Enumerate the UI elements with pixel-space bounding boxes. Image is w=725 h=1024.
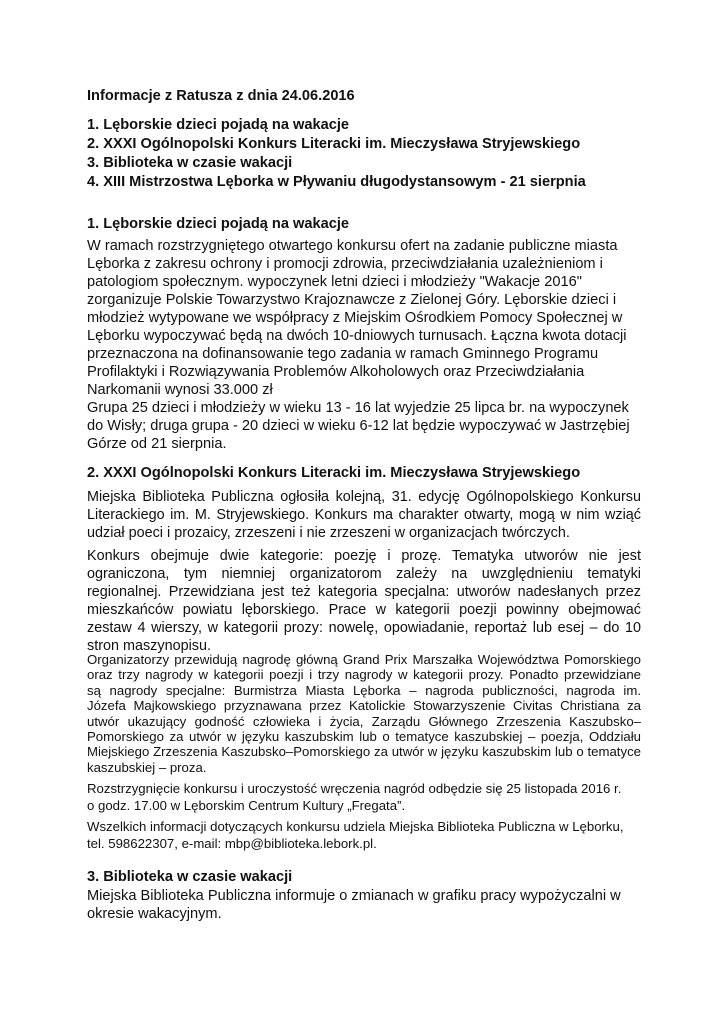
toc-item: 1. Lęborskie dzieci pojadą na wakacje xyxy=(87,117,349,133)
document-title: Informacje z Ratusza z dnia 24.06.2016 xyxy=(87,88,355,104)
text-line: zorganizuje Polskie Towarzystwo Krajoznawcze z Zielonej Góry. Lęborskie dzieci i xyxy=(87,292,617,308)
text-line: ograniczona, tym niemniej organizatorom zależy na uwzględnieniu tematyki xyxy=(87,566,641,582)
text-line: Lęborku wypoczywać będą na dwóch 10-dniowych turnusach. Łączna kwota dotacji xyxy=(87,328,627,344)
text-line: przeznaczona na dofinansowanie tego zadania w ramach Gminnego Programu xyxy=(87,346,599,362)
text-line: Lęborka z zakresu ochrony i promocji zdrowia, przeciwdziałania uzależnieniom i xyxy=(87,256,603,272)
text-line: mieszkańców powiatu lęborskiego. Prace w kategorii poezji powinny obejmować xyxy=(87,602,641,618)
text-line: oraz trzy nagrody w kategorii poezji i trzy nagrody w kategorii prozy. Ponadto przewidziane xyxy=(87,667,641,683)
section-3-body xyxy=(87,887,641,923)
section-2-paragraph-3 xyxy=(87,652,641,775)
text-line: Wszelkich informacji dotyczących konkursu udziela Miejska Biblioteka Publiczna w Lęborku, xyxy=(87,819,624,834)
text-line: W ramach rozstrzygniętego otwartego konkursu ofert na zadanie publiczne miasta xyxy=(87,238,618,254)
section-2-paragraph-1 xyxy=(87,488,641,542)
text-line: Profilaktyki i Rozwiązywania Problemów Alkoholowych oraz Przeciwdziałania xyxy=(87,364,585,380)
text-line: kaszubskiej – proza. xyxy=(87,759,207,775)
text-line: są nagrody specjalne: Burmistrza Miasta Lęborka – nagroda publiczności, nagroda im. xyxy=(87,682,641,698)
text-line: utwór ukazujący godność człowieka i życia, Zarządu Głównego Zrzeszenia Kaszubsko– xyxy=(87,713,641,729)
section-1-body xyxy=(87,237,641,453)
toc-item: 4. XIII Mistrzostwa Lęborka w Pływaniu długodystansowym - 21 sierpnia xyxy=(87,174,586,190)
section-3-heading: 3. Biblioteka w czasie wakacji xyxy=(87,869,293,885)
text-line: okresie wakacyjnym. xyxy=(87,906,222,922)
section-2-paragraph-5 xyxy=(87,818,641,852)
text-line: stron maszynopisu. xyxy=(87,638,211,654)
text-line: Józefa Majkowskiego przyznawana przez Katolickie Stowarzyszenie Civitas Christiana za xyxy=(87,698,641,714)
text-line: młodzież wytypowane we współpracy z Miejskim Ośrodkiem Pomocy Społecznej w xyxy=(87,310,623,326)
text-line: Górze od 21 sierpnia. xyxy=(87,436,227,452)
section-1-heading: 1. Lęborskie dzieci pojadą na wakacje xyxy=(87,216,349,232)
text-line: Miejska Biblioteka Publiczna ogłosiła kolejną, 31. edycję Ogólnopolskiego Konkursu xyxy=(87,489,641,505)
text-line: Konkurs obejmuje dwie kategorie: poezję i prozę. Tematyka utworów nie jest xyxy=(87,548,641,564)
text-line: Organizatorzy przewidują nagrodę główną Grand Prix Marszałka Województwa Pomorskiego xyxy=(87,652,641,667)
text-line: Miejskiego Zrzeszenia Kaszubsko–Pomorskiego za utwór w języku kaszubskim lub o tematyce xyxy=(87,744,641,760)
text-line: Grupa 25 dzieci i młodzieży w wieku 13 - 16 lat wyjedzie 25 lipca br. na wypoczynek xyxy=(87,400,629,416)
text-line: Narkomanii wynosi 33.000 zł xyxy=(87,382,273,398)
text-line: zestaw 4 wierszy, w kategorii prozy: nowelę, opowiadanie, reportaż lub esej – do 10 xyxy=(87,620,641,636)
section-2-paragraph-2 xyxy=(87,547,641,655)
text-line: tel. 598622307, e-mail: mbp@biblioteka.lebork.pl. xyxy=(87,836,377,851)
text-line: Literackiego im. M. Stryjewskiego. Konkurs ma charakter otwarty, mogą w nim wziąć xyxy=(87,507,641,523)
text-line: Miejska Biblioteka Publiczna informuje o zmianach w grafiku pracy wypożyczalni w xyxy=(87,888,621,904)
text-line: Rozstrzygnięcie konkursu i uroczystość wręczenia nagród odbędzie się 25 listopada 2016 r. xyxy=(87,781,622,796)
text-line: o godz. 17.00 w Lęborskim Centrum Kultury „Fregata”. xyxy=(87,798,406,813)
table-of-contents xyxy=(87,116,641,192)
text-line: regionalnej. Przewidziana jest też kategoria specjalna: utworów nadesłanych przez xyxy=(87,584,641,600)
text-line: do Wisły; druga grupa - 20 dzieci w wieku 6-12 lat będzie wypoczywać w Jastrzębiej xyxy=(87,418,630,434)
text-line: patologiom społecznym. wypoczynek letni dzieci i młodzieży "Wakacje 2016" xyxy=(87,274,582,290)
toc-item: 3. Biblioteka w czasie wakacji xyxy=(87,155,293,171)
section-2-heading: 2. XXXI Ogólnopolski Konkurs Literacki im. Mieczysława Stryjewskiego xyxy=(87,465,581,481)
text-line: Pomorskiego za utwór w języku kaszubskim lub o tematyce kaszubskiej – poezja, Oddziału xyxy=(87,729,641,745)
section-2-paragraph-4 xyxy=(87,780,641,814)
toc-item: 2. XXXI Ogólnopolski Konkurs Literacki im. Mieczysława Stryjewskiego xyxy=(87,136,581,152)
text-line: udział poeci i prozaicy, zrzeszeni i nie zrzeszeni w organizacjach twórczych. xyxy=(87,525,570,541)
